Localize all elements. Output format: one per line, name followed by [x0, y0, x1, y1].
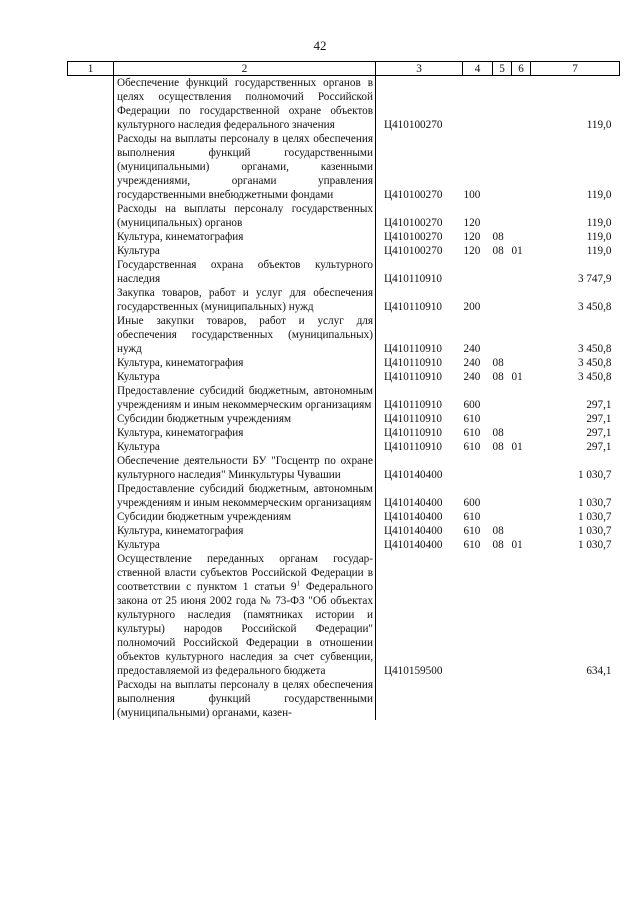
section-cell [493, 384, 512, 412]
table-body [68, 76, 620, 721]
amount-cell: 1 030,7 [577, 525, 612, 537]
section-cell [493, 132, 512, 202]
section-cell: 08 [492, 371, 504, 383]
description-text: Федерального закона от 25 июня 2002 года № 73-ФЗ "Об объектах культурного наследия (памятниках истории и культуры) народов Российской Федерации" полномочий Российской Федерации в отношении объектов культурного наследия за счет субвенции, предоставляемой из федерального бюджета [117, 581, 373, 677]
table-row [68, 440, 620, 454]
description-cell: Культура, кинематография [114, 426, 376, 440]
subsection-cell [512, 132, 531, 202]
section-cell [493, 552, 512, 678]
amount-cell: 1 030,7 [577, 539, 612, 551]
subsection-cell [512, 510, 531, 524]
row-number-cell [68, 286, 114, 314]
target-code-cell: Ц410110910 [384, 441, 443, 453]
table-row [68, 370, 620, 384]
amount-cell: 3 450,8 [577, 371, 612, 383]
subsection-cell [512, 76, 531, 133]
section-cell [493, 510, 512, 524]
expense-type-cell [463, 76, 493, 133]
table-row [68, 524, 620, 538]
target-code-cell: Ц410140400 [384, 511, 443, 523]
table-row [68, 426, 620, 440]
row-number-cell [68, 482, 114, 510]
expense-type-cell: 240 [463, 343, 481, 355]
subsection-cell [512, 230, 531, 244]
section-cell: 08 [492, 357, 504, 369]
table-row [68, 454, 620, 482]
expense-type-cell [463, 258, 493, 286]
header-row [68, 62, 620, 76]
description-cell: Иные закупки товаров, работ и услуг для обеспечения государственных (муниципальных) нужд [114, 314, 376, 356]
target-code-cell: Ц410100270 [384, 217, 443, 229]
amount-cell: 1 030,7 [577, 511, 612, 523]
target-code-cell: Ц410100270 [384, 245, 443, 257]
expense-type-cell [463, 552, 493, 678]
subsection-cell [512, 258, 531, 286]
page-number: 42 [313, 38, 327, 53]
description-cell: Государственная охрана объектов культурного наследия [114, 258, 376, 286]
target-code-cell: Ц410100270 [384, 189, 443, 201]
expense-type-cell: 600 [463, 497, 481, 509]
description-cell: Культура, кинематография [114, 356, 376, 370]
subsection-cell [512, 552, 531, 678]
table-row [68, 510, 620, 524]
expense-type-cell: 600 [463, 399, 481, 411]
section-cell: 08 [492, 441, 504, 453]
subsection-cell [512, 678, 531, 720]
target-code-cell: Ц410110910 [384, 357, 443, 369]
row-number-cell [68, 524, 114, 538]
amount-cell: 1 030,7 [577, 497, 612, 509]
section-cell [493, 482, 512, 510]
expense-type-cell: 120 [463, 217, 481, 229]
amount-cell: 297,1 [586, 399, 612, 411]
subsection-cell [512, 202, 531, 230]
expense-type-cell: 610 [463, 427, 481, 439]
section-cell: 08 [492, 245, 504, 257]
target-code-cell: Ц410140400 [384, 539, 443, 551]
budget-table [67, 61, 620, 720]
section-cell [493, 202, 512, 230]
header-cell-5: 5 [493, 62, 512, 76]
section-cell: 08 [492, 231, 504, 243]
header-cell-6: 6 [512, 62, 531, 76]
expense-type-cell [463, 454, 493, 482]
expense-type-cell: 610 [463, 525, 481, 537]
section-cell [493, 286, 512, 314]
header-cell-4: 4 [463, 62, 493, 76]
footnote-superscript: 1 [296, 579, 300, 588]
description-cell: Культура, кинематография [114, 524, 376, 538]
description-cell: Культура [114, 370, 376, 384]
section-cell [493, 678, 512, 720]
header-cell-2: 2 [114, 62, 376, 76]
description-cell: Закупка товаров, работ и услуг для обеспечения государственных (муниципальных) нужд [114, 286, 376, 314]
row-number-cell [68, 132, 114, 202]
target-code-cell: Ц410110910 [384, 343, 443, 355]
table-row [68, 286, 620, 314]
target-code-cell: Ц410159500 [384, 665, 443, 677]
target-code-cell [376, 678, 463, 720]
amount-cell: 297,1 [586, 427, 612, 439]
row-number-cell [68, 426, 114, 440]
section-cell [493, 258, 512, 286]
target-code-cell: Ц410110910 [384, 371, 443, 383]
description-cell: Обеспечение функций государственных органов в целях осуществления полномочий Российской Федерации по государственной охране объектов культурного наследия федерального значения [114, 76, 376, 133]
table-row [68, 384, 620, 412]
target-code-cell: Ц410110910 [384, 399, 443, 411]
description-cell: Расходы на выплаты персоналу государственных (муниципальных) органов [114, 202, 376, 230]
header-cell-7: 7 [531, 62, 620, 76]
subsection-cell [512, 412, 531, 426]
expense-type-cell: 120 [463, 231, 481, 243]
description-cell: Культура [114, 538, 376, 552]
description-cell [114, 552, 376, 678]
expense-type-cell: 610 [463, 441, 481, 453]
row-number-cell [68, 440, 114, 454]
description-cell: Культура, кинематография [114, 230, 376, 244]
row-number-cell [68, 370, 114, 384]
amount-cell: 119,0 [586, 231, 612, 243]
description-cell: Культура [114, 440, 376, 454]
amount-cell: 119,0 [586, 217, 612, 229]
row-number-cell [68, 76, 114, 133]
subsection-cell: 01 [511, 441, 523, 453]
row-number-cell [68, 258, 114, 286]
subsection-cell: 01 [511, 371, 523, 383]
section-cell [493, 76, 512, 133]
target-code-cell: Ц410110910 [384, 273, 443, 285]
row-number-cell [68, 356, 114, 370]
amount-cell: 634,1 [586, 665, 612, 677]
table-row [68, 244, 620, 258]
subsection-cell [512, 286, 531, 314]
target-code-cell: Ц410140400 [384, 497, 443, 509]
subsection-cell [512, 482, 531, 510]
target-code-cell: Ц410110910 [384, 427, 443, 439]
subsection-cell [512, 426, 531, 440]
description-cell: Расходы на выплаты персоналу в целях обеспечения выполнения функций государственными (муниципальными) органами, казен- [114, 678, 376, 720]
row-number-cell [68, 454, 114, 482]
description-cell: Культура [114, 244, 376, 258]
section-cell: 08 [492, 427, 504, 439]
row-number-cell [68, 230, 114, 244]
expense-type-cell: 240 [463, 357, 481, 369]
amount-cell: 119,0 [586, 119, 612, 131]
header-cell-3: 3 [376, 62, 463, 76]
table-row [68, 132, 620, 202]
section-cell [493, 412, 512, 426]
expense-type-cell: 100 [463, 189, 481, 201]
amount-cell: 297,1 [586, 413, 612, 425]
subsection-cell: 01 [511, 245, 523, 257]
subsection-cell: 01 [511, 539, 523, 551]
section-cell: 08 [492, 539, 504, 551]
header-cell-1: 1 [68, 62, 114, 76]
description-cell: Обеспечение деятельности БУ "Госцентр по охране культурного наследия" Минкультуры Чувашии [114, 454, 376, 482]
row-number-cell [68, 552, 114, 678]
description-cell: Предоставление субсидий бюджетным, автономным учреждениям и иным некоммерческим организациям [114, 384, 376, 412]
description-cell: Предоставление субсидий бюджетным, автономным учреждениям и иным некоммерческим организациям [114, 482, 376, 510]
description-cell: Расходы на выплаты персоналу в целях обеспечения выполнения функций государственными (муниципальными) органами, казенными учреждениями, органами управления государственными внебюджетными фондами [114, 132, 376, 202]
description-cell: Субсидии бюджетным учреждениям [114, 510, 376, 524]
description-text: Осуществление переданных органам государственной власти субъектов Российской Федерации в соответствии с пунктом 1 статьи 9 [117, 553, 373, 593]
amount-cell: 297,1 [586, 441, 612, 453]
row-number-cell [68, 678, 114, 720]
table-row [68, 552, 620, 678]
expense-type-cell: 120 [463, 245, 481, 257]
expense-type-cell: 610 [463, 539, 481, 551]
subsection-cell [512, 314, 531, 356]
table-row [68, 314, 620, 356]
target-code-cell: Ц410100270 [384, 119, 443, 131]
amount-cell: 1 030,7 [577, 469, 612, 481]
subsection-cell [512, 524, 531, 538]
target-code-cell: Ц410110910 [384, 301, 443, 313]
amount-cell: 119,0 [586, 245, 612, 257]
table-row [68, 202, 620, 230]
table-row [68, 678, 620, 720]
target-code-cell: Ц410110910 [384, 413, 443, 425]
expense-type-cell: 610 [463, 413, 481, 425]
amount-cell: 3 450,8 [577, 301, 612, 313]
row-number-cell [68, 510, 114, 524]
amount-cell: 3 450,8 [577, 357, 612, 369]
row-number-cell [68, 314, 114, 356]
amount-cell: 119,0 [586, 189, 612, 201]
target-code-cell: Ц410100270 [384, 231, 443, 243]
expense-type-cell [463, 678, 493, 720]
expense-type-cell: 200 [463, 301, 481, 313]
row-number-cell [68, 244, 114, 258]
description-cell: Субсидии бюджетным учреждениям [114, 412, 376, 426]
amount-cell: 3 450,8 [577, 343, 612, 355]
table-row [68, 356, 620, 370]
subsection-cell [512, 454, 531, 482]
subsection-cell [512, 356, 531, 370]
target-code-cell: Ц410140400 [384, 525, 443, 537]
section-cell: 08 [492, 525, 504, 537]
expense-type-cell: 240 [463, 371, 481, 383]
section-cell [493, 454, 512, 482]
table-row [68, 76, 620, 133]
expense-type-cell: 610 [463, 511, 481, 523]
row-number-cell [68, 202, 114, 230]
table-row [68, 258, 620, 286]
row-number-cell [68, 384, 114, 412]
target-code-cell: Ц410140400 [384, 469, 443, 481]
row-number-cell [68, 412, 114, 426]
section-cell [493, 314, 512, 356]
amount-cell: 3 747,9 [577, 273, 612, 285]
row-number-cell [68, 538, 114, 552]
table-row [68, 412, 620, 426]
table-row [68, 538, 620, 552]
subsection-cell [512, 384, 531, 412]
table-row [68, 230, 620, 244]
amount-cell [531, 678, 620, 720]
table-row [68, 482, 620, 510]
